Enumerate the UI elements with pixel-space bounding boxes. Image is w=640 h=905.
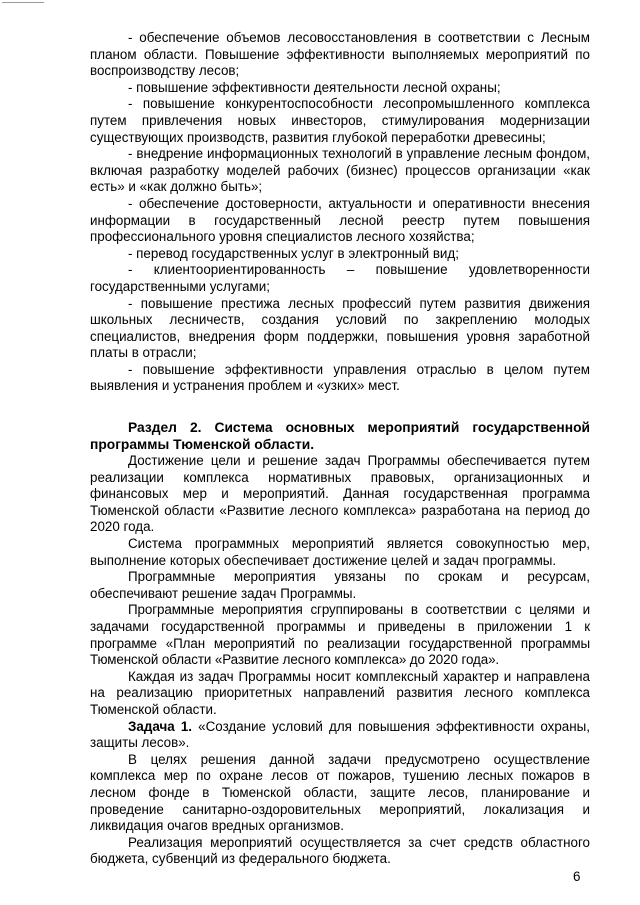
goal-item-reforestation: - обеспечение объемов лесовосстановления в соответствии с Лесным планом области. Повышение эффективности выполняемых мероприятий по воспроизводству лесов; (90, 30, 590, 79)
goal-item-electronic-services: - перевод государственных услуг в электронный вид; (128, 245, 459, 261)
goal-item-forest-registry: - обеспечение достоверности, актуальности и оперативности внесения информации в государственный лесной реестр путем повышения профессионального уровня специалистов лесного хозяйства; (90, 195, 590, 245)
task-1-label: Задача 1. (128, 718, 192, 734)
task-1-description: В целях решения данной задачи предусмотрено осуществление комплекса мер по охране лесов от пожаров, тушению лесных пожаров в лесном фонде в Тюменской области, защите лесов, планирование и проведение санитарно-оздоровительных мероприятий, локализация и ликвидация очагов вредных организмов. (90, 751, 590, 834)
section-paragraph: Программные мероприятия сгруппированы в соответствии с целями и задачами государственной программы и приведены в приложении 1 к программе «План мероприятий по реализации государственной программы Тюменской области «Развитие лесного комплекса» до 2020 года». (90, 602, 590, 668)
task-1-paragraph (90, 719, 590, 752)
goal-item-client-orientation: - клиентоориентированность – повышение удовлетворенности государственными услугами; (90, 262, 590, 294)
goal-item-it-implementation: - внедрение информационных технологий в управление лесным фондом, включая разработку моделей рабочих (бизнес) процессов организации «как есть» и «как должно быть»; (90, 146, 590, 195)
section-heading: Раздел 2. Система основных мероприятий государственной программы Тюменской области. (90, 420, 590, 453)
goal-item-profession-prestige: - повышение престижа лесных профессий путем развития движения школьных лесничеств, создания условий по закреплению молодых специалистов, внедрения форм поддержки, повышения уровня заработной платы в отрасли; (90, 295, 590, 361)
section-paragraph: Система программных мероприятий является совокупностью мер, выполнение которых обеспечивает достижение целей и задач программы. (90, 536, 590, 568)
section-paragraph: Каждая из задач Программы носит комплексный характер и направлена на реализацию приоритетных направлений развития лесного комплекса Тюменской области. (90, 668, 590, 717)
section-paragraph: Программные мероприятия увязаны по срокам и ресурсам, обеспечивают решение задач Программы. (90, 569, 590, 601)
goal-item-competitiveness: - повышение конкурентоспособности лесопромышленного комплекса путем привлечения новых инвесторов, стимулирования модернизации существующих производств, развития глубокой переработки древесины; (90, 96, 590, 145)
goal-item-forest-guard: - повышение эффективности деятельности лесной охраны; (128, 79, 501, 95)
task-1-title: «Создание условий для повышения эффективности охраны, защиты лесов». (90, 718, 590, 751)
page-number: 6 (573, 869, 581, 884)
task-1-funding: Реализация мероприятий осуществляется за счет средств областного бюджета, субвенций из федерального бюджета. (90, 834, 590, 867)
document-page (90, 30, 590, 868)
goal-item-management-efficiency: - повышение эффективности управления отраслью в целом путем выявления и устранения проблем и «узких» мест. (90, 361, 590, 394)
scan-edge-mark (2, 2, 44, 3)
section-paragraph: Достижение цели и решение задач Программы обеспечивается путем реализации комплекса нормативных правовых, организационных и финансовых мер и мероприятий. Данная государственная программа Тюменской области «Развитие лесного комплекса» разработана на период до 2020 года. (90, 453, 590, 535)
